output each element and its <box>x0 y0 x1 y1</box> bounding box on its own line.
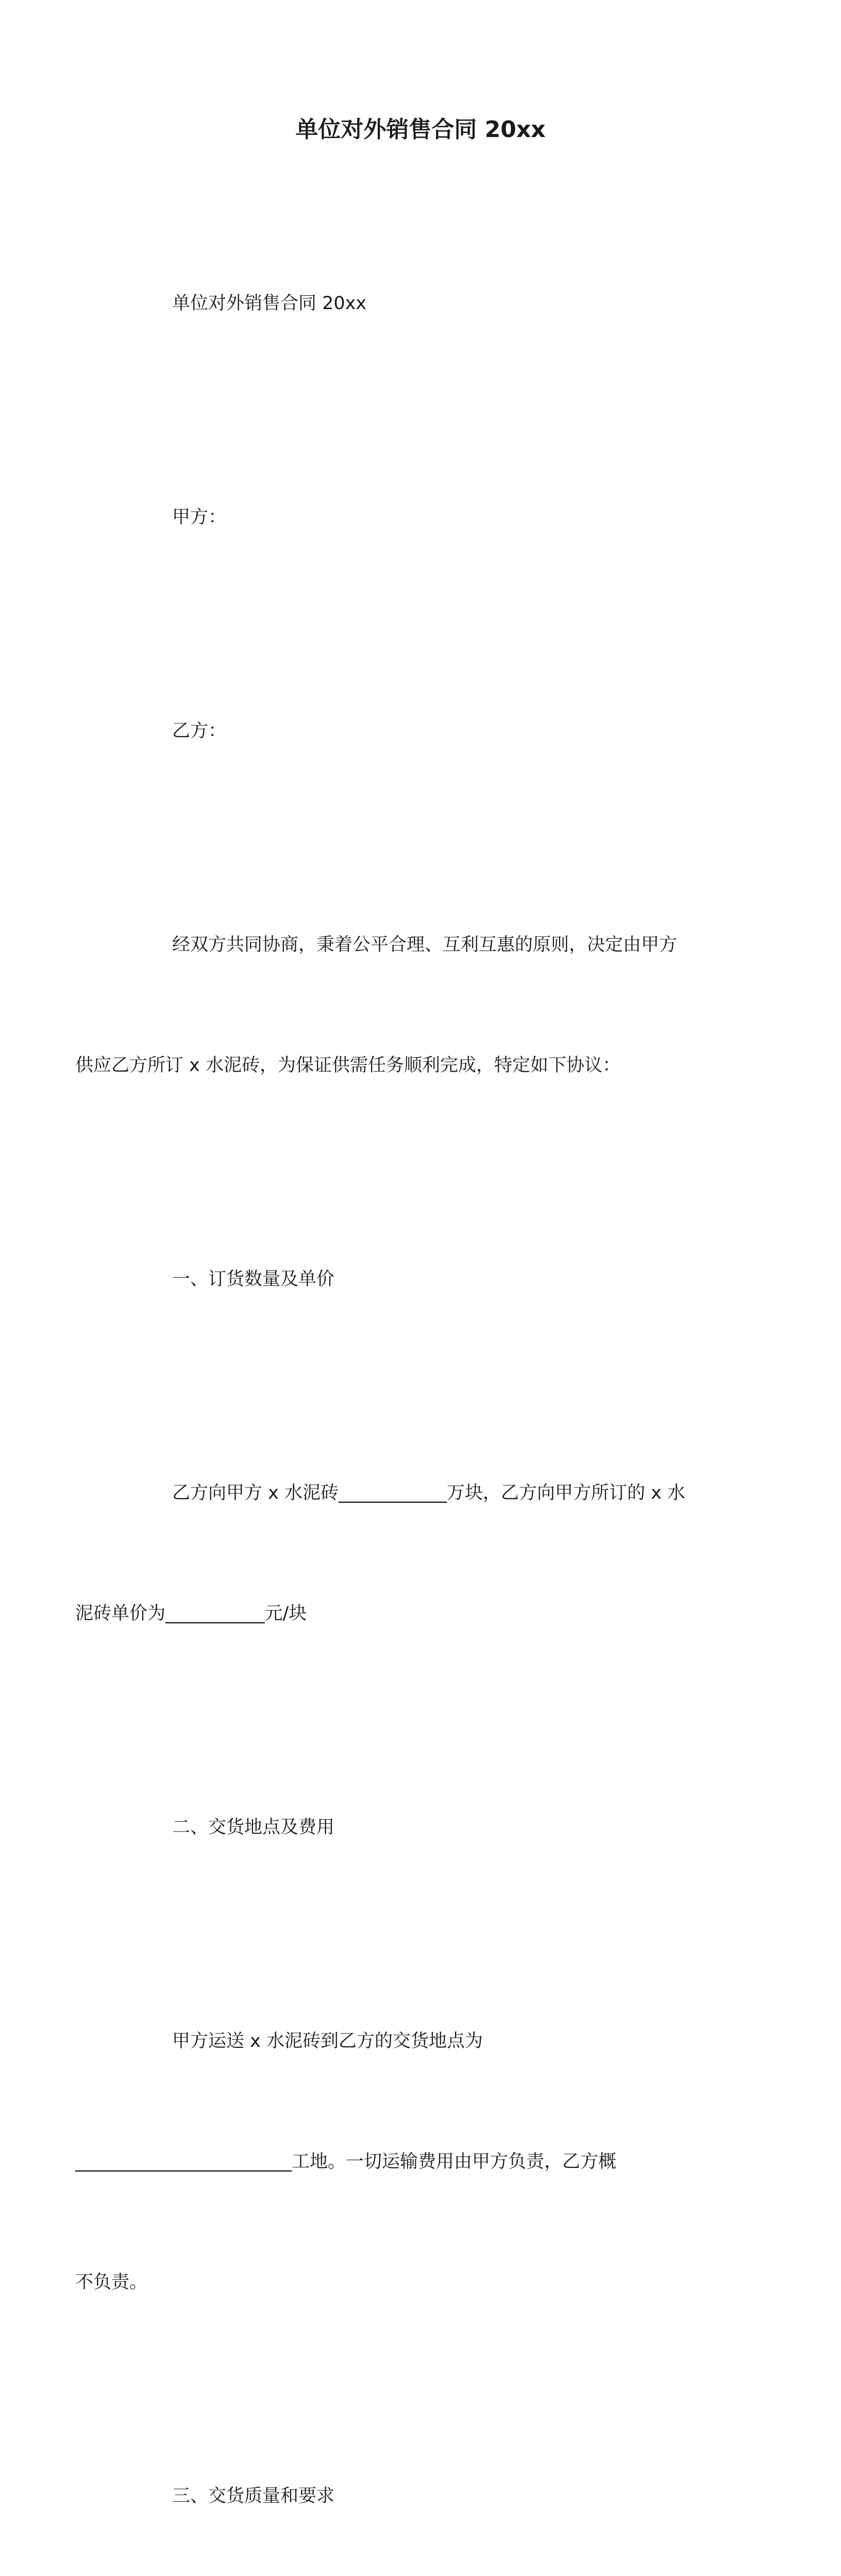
section-heading-1 <box>124 1179 716 1380</box>
paragraph-quantity <box>75 1393 716 1714</box>
document-body <box>75 203 716 2576</box>
paragraph-delivery <box>75 1941 716 2383</box>
paragraph-party-a <box>124 417 716 618</box>
paragraph-line: 三、交货质量和要求 <box>172 2486 335 2506</box>
section-heading-3 <box>124 2396 716 2576</box>
section-heading-2 <box>124 1727 716 1928</box>
paragraph-line: 二、交货地点及费用 <box>172 1817 335 1838</box>
paragraph-intro <box>75 844 716 1166</box>
document-title: 单位对外销售合同 20xx <box>295 116 546 143</box>
paragraph-line: 经双方共同协商，秉着公平合理、互利互惠的原则，决定由甲方 <box>172 935 678 955</box>
paragraph-line: 供应乙方所订 x 水泥砖，为保证供需任务顺利完成，特定如下协议： <box>75 1055 620 1076</box>
paragraph-line: 乙方向甲方 x 水泥砖____________万块，乙方向甲方所订的 x 水 <box>172 1483 685 1503</box>
paragraph-party-b <box>124 631 716 832</box>
paragraph-subtitle <box>124 203 716 404</box>
paragraph-line: ________________________工地。一切运输费用由甲方负责，乙方概 <box>75 2151 617 2172</box>
paragraph-line: 一、订货数量及单价 <box>172 1269 335 1290</box>
paragraph-line: 甲方： <box>172 507 227 528</box>
paragraph-line: 泥砖单价为___________元/块 <box>75 1603 307 1624</box>
paragraph-line: 不负责。 <box>75 2272 148 2293</box>
paragraph-line: 乙方： <box>172 721 227 741</box>
paragraph-line: 单位对外销售合同 20xx <box>172 293 367 314</box>
paragraph-line: 甲方运送 x 水泥砖到乙方的交货地点为 <box>172 2031 483 2052</box>
